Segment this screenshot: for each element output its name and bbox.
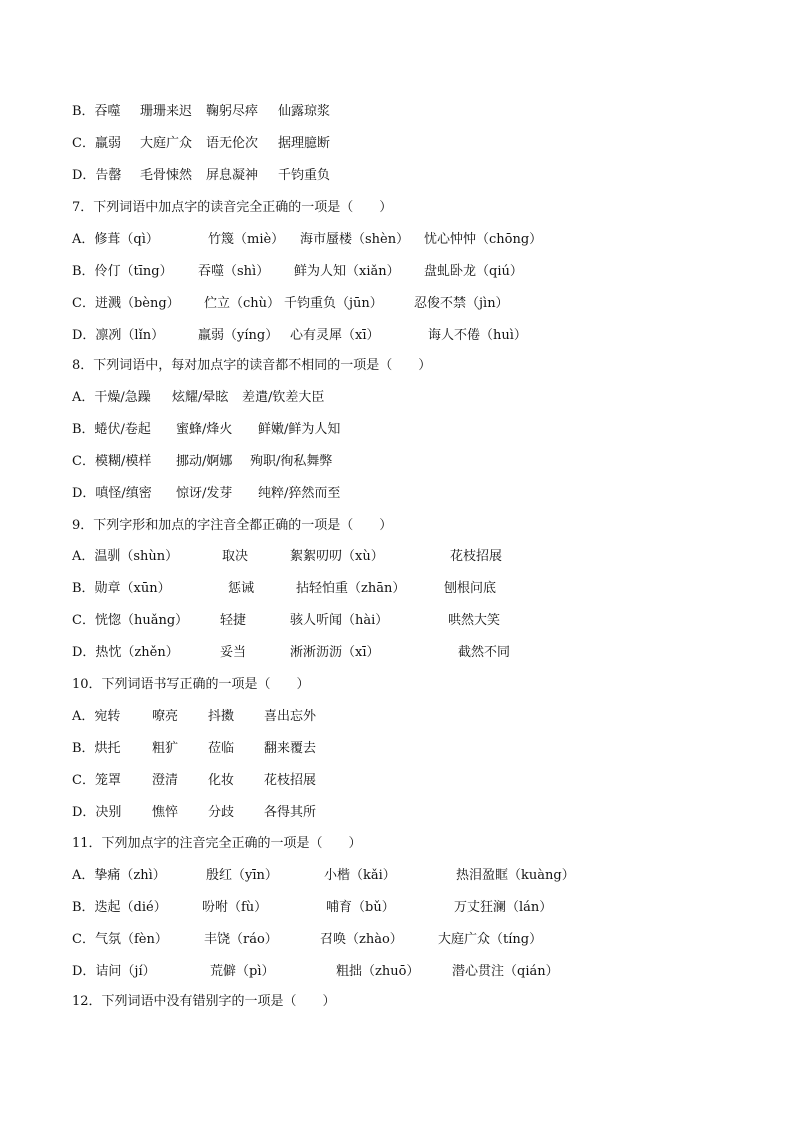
option-segment: 刨根问底 [444,581,497,596]
option-segment: C．恍惚（huǎng） [72,613,189,628]
line-0 [72,102,754,122]
option-segment: 花枝招展 [450,549,503,564]
question-11 [72,834,754,854]
option-segment: 小楷（kǎi） [324,868,396,883]
option-segment: B．吞噬 [72,104,121,119]
option-segment: 殷红（yīn） [206,868,278,883]
option-segment: 珊珊来迟 [140,104,193,119]
line-22 [72,803,754,823]
question-8 [72,356,754,376]
option-segment: 鲜为人知（xiǎn） [294,264,400,279]
option-segment: 喜出忘外 [264,709,317,724]
option-segment: 盘虬卧龙（qiú） [424,264,523,279]
option-segment: D．诘问（jí） [72,964,156,979]
option-segment: 忍俊不禁（jìn） [414,296,509,311]
option-segment: C．模糊/模样 [72,454,152,469]
option-segment: D．告罄 [72,168,122,183]
option-segment: 哄然大笑 [448,613,501,628]
option-segment: A．干燥/急躁 [72,390,151,405]
option-segment: 粗拙（zhuō） [336,964,420,979]
option-segment: 莅临 [208,741,235,756]
line-20 [72,739,754,759]
question-12 [72,992,754,1012]
option-segment: 拈轻怕重（zhān） [296,581,406,596]
option-segment: 丰饶（ráo） [204,932,278,947]
option-segment: A．修葺（qì） [72,232,159,247]
option-segment: 妥当 [220,645,247,660]
question-text: 12．下列词语中没有错别字的一项是（ ） [72,994,336,1009]
option-segment: A．挚痛（zhì） [72,868,166,883]
option-segment: 翻来覆去 [264,741,317,756]
option-segment: 各得其所 [264,805,317,820]
option-segment: 吞噬（shì） [198,264,270,279]
line-17 [72,643,754,663]
line-10 [72,420,754,440]
line-19 [72,707,754,727]
option-segment: C．迸溅（bèng） [72,296,180,311]
option-segment: 惊讶/发芽 [176,486,233,501]
line-9 [72,388,754,408]
line-2 [72,166,754,186]
option-segment: 絮絮叨叨（xù） [290,549,384,564]
option-segment: C．气氛（fèn） [72,932,168,947]
option-segment: 潜心贯注（qián） [452,964,559,979]
option-segment: 屏息凝神 [206,168,259,183]
option-segment: D．凛冽（lǐn） [72,328,165,343]
option-segment: 千钧重负（jūn） [284,296,383,311]
option-segment: 蜜蜂/烽火 [176,422,233,437]
question-7 [72,198,754,218]
option-segment: 分歧 [208,805,235,820]
option-segment: 据理臆断 [278,136,331,151]
line-1 [72,134,754,154]
option-segment: B．烘托 [72,741,121,756]
option-segment: A．温驯（shùn） [72,549,179,564]
option-segment: 澄清 [152,773,179,788]
option-segment: 花枝招展 [264,773,317,788]
line-24 [72,866,754,886]
option-segment: 鞠躬尽瘁 [206,104,259,119]
option-segment: 召唤（zhào） [320,932,403,947]
line-25 [72,898,754,918]
option-segment: 抖擞 [208,709,235,724]
option-segment: 海市蜃楼（shèn） [300,232,410,247]
option-segment: 万丈狂澜（lán） [454,900,553,915]
option-segment: B．蜷伏/卷起 [72,422,151,437]
option-segment: 忧心忡忡（chōng） [424,232,543,247]
line-6 [72,294,754,314]
option-segment: 哺育（bǔ） [326,900,395,915]
option-segment: 挪动/婀娜 [176,454,233,469]
option-segment: 吩咐（fù） [202,900,268,915]
option-segment: 毛骨悚然 [140,168,193,183]
option-segment: D．嗔怪/缜密 [72,486,152,501]
option-segment: C．羸弱 [72,136,121,151]
line-27 [72,962,754,982]
option-segment: 诲人不倦（huì） [428,328,527,343]
option-segment: 轻捷 [220,613,247,628]
option-segment: 鲜嫩/鲜为人知 [258,422,341,437]
option-segment: 大庭广众 [140,136,193,151]
option-segment: 炫耀/晕眩 [172,390,229,405]
option-segment: 千钧重负 [278,168,331,183]
question-text: 7．下列词语中加点字的读音完全正确的一项是（ ） [72,200,393,215]
line-15 [72,579,754,599]
option-segment: B．勋章（xūn） [72,581,171,596]
option-segment: 心有灵犀（xī） [290,328,380,343]
line-4 [72,230,754,250]
option-segment: 嘹亮 [152,709,179,724]
option-segment: 淅淅沥沥（xī） [290,645,380,660]
option-segment: D．决别 [72,805,122,820]
option-segment: 粗犷 [152,741,179,756]
line-12 [72,484,754,504]
option-segment: C．笼罩 [72,773,121,788]
option-segment: 取决 [222,549,249,564]
question-text: 9．下列字形和加点的字注音全都正确的一项是（ ） [72,518,393,533]
option-segment: 荒僻（pì） [210,964,275,979]
line-26 [72,930,754,950]
option-segment: 截然不同 [458,645,511,660]
option-segment: A．宛转 [72,709,121,724]
question-text: 8．下列词语中，每对加点字的读音都不相同的一项是（ ） [72,358,432,373]
question-text: 10．下列词语书写正确的一项是（ ） [72,677,310,692]
question-9 [72,516,754,536]
option-segment: 纯粹/猝然而至 [258,486,341,501]
option-segment: B．伶仃（tīng） [72,264,173,279]
option-segment: 憔悴 [152,805,179,820]
option-segment: 羸弱（yíng） [198,328,279,343]
option-segment: 差遣/钦差大臣 [242,390,325,405]
option-segment: D．热忱（zhěn） [72,645,179,660]
option-segment: 竹篾（miè） [208,232,285,247]
line-5 [72,262,754,282]
line-16 [72,611,754,631]
question-10 [72,675,754,695]
option-segment: 骇人听闻（hài） [290,613,389,628]
option-segment: 仙露琼浆 [278,104,331,119]
option-segment: 化妆 [208,773,235,788]
option-segment: 惩诫 [228,581,255,596]
option-segment: 殉职/徇私舞弊 [250,454,333,469]
option-segment: 语无伦次 [206,136,259,151]
option-segment: 伫立（chù） [204,296,281,311]
option-segment: B．迭起（dié） [72,900,167,915]
option-segment: 大庭广众（tíng） [438,932,543,947]
option-segment: 热泪盈眶（kuàng） [456,868,575,883]
question-text: 11．下列加点字的注音完全正确的一项是（ ） [72,836,362,851]
line-21 [72,771,754,791]
line-14 [72,547,754,567]
line-11 [72,452,754,472]
line-7 [72,326,754,346]
